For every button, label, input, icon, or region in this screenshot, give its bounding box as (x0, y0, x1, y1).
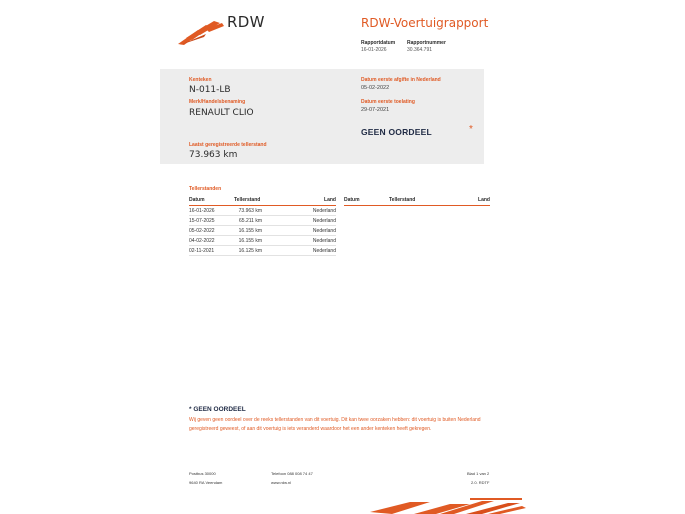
cell-land: Nederland (274, 246, 336, 256)
verdict-text: GEEN OORDEEL (361, 127, 432, 137)
footer-address: 9640 RA Veendam (189, 480, 223, 485)
cell-land: Nederland (274, 216, 336, 226)
col-tellerstand: Tellerstand (234, 196, 274, 206)
cell-land: Nederland (274, 206, 336, 216)
table-row (189, 236, 336, 246)
report-number-label: Rapportnummer (407, 40, 446, 46)
tellerstanden-table-right (344, 196, 490, 206)
rdw-swoosh-decoration-icon (370, 498, 526, 514)
verdict-footnote-mark: * (469, 124, 473, 135)
footer-postbus: Postbus 30000 (189, 471, 216, 476)
cell-stand: 16.155 km (234, 236, 274, 246)
merk-label: Merk/Handelsbenaming (189, 99, 246, 105)
report-number-value: 30.364.791 (407, 47, 433, 53)
kenteken-value: N-011-LB (189, 85, 231, 95)
kenteken-label: Kenteken (189, 77, 212, 83)
col-datum: Datum (189, 196, 234, 206)
cell-stand: 65.211 km (234, 216, 274, 226)
teller-value: 73.963 km (189, 150, 238, 160)
cell-datum: 16-01-2026 (189, 206, 234, 216)
col-land: Land (429, 196, 490, 206)
table-row (189, 226, 336, 236)
report-date-value: 16-01-2026 (361, 47, 387, 53)
col-datum: Datum (344, 196, 389, 206)
table-row (189, 216, 336, 226)
cell-stand: 73.963 km (234, 206, 274, 216)
table-row (189, 246, 336, 256)
footer-phone: Telefoon 088 008 74 47 (271, 471, 313, 476)
cell-land: Nederland (274, 226, 336, 236)
footer-doc-code: 2.0. RDTF (471, 480, 490, 485)
eerste-toelating-label: Datum eerste toelating (361, 99, 415, 105)
footer-page-number: Blad 1 van 2 (467, 471, 490, 476)
table-row (189, 206, 336, 216)
footnote-title: * GEEN OORDEEL (189, 406, 246, 413)
col-tellerstand: Tellerstand (389, 196, 429, 206)
tellerstanden-title: Tellerstanden (189, 186, 222, 192)
tellerstanden-table-left (189, 196, 336, 256)
cell-datum: 15-07-2025 (189, 216, 234, 226)
cell-stand: 16.155 km (234, 226, 274, 236)
footer-website[interactable]: www.rdw.nl (271, 480, 292, 485)
report-title: RDW-Voertuigrapport (361, 16, 489, 30)
merk-value: RENAULT CLIO (189, 108, 254, 118)
eerste-afgifte-value: 05-02-2022 (361, 85, 390, 91)
cell-stand: 16.125 km (234, 246, 274, 256)
teller-label: Laatst geregistreerde tellerstand (189, 142, 267, 148)
eerste-afgifte-label: Datum eerste afgifte in Nederland (361, 77, 441, 83)
footnote-text: Wij geven geen oordeel over de reeks tellerstanden van dit voertuig. Dit kan twee oorzaken hebben: dit voertuig is buiten Nederland geregistreerd geweest, of aan dit voertuig is iets veranderd waardoor het een ander kenteken heeft gekregen. (189, 417, 481, 432)
cell-datum: 05-02-2022 (189, 226, 234, 236)
col-land: Land (274, 196, 336, 206)
cell-datum: 02-11-2021 (189, 246, 234, 256)
eerste-toelating-value: 29-07-2021 (361, 107, 390, 113)
report-date-label: Rapportdatum (361, 40, 396, 46)
rdw-logo-icon (176, 20, 226, 46)
brand-name: RDW (227, 13, 265, 31)
cell-datum: 04-02-2022 (189, 236, 234, 246)
cell-land: Nederland (274, 236, 336, 246)
